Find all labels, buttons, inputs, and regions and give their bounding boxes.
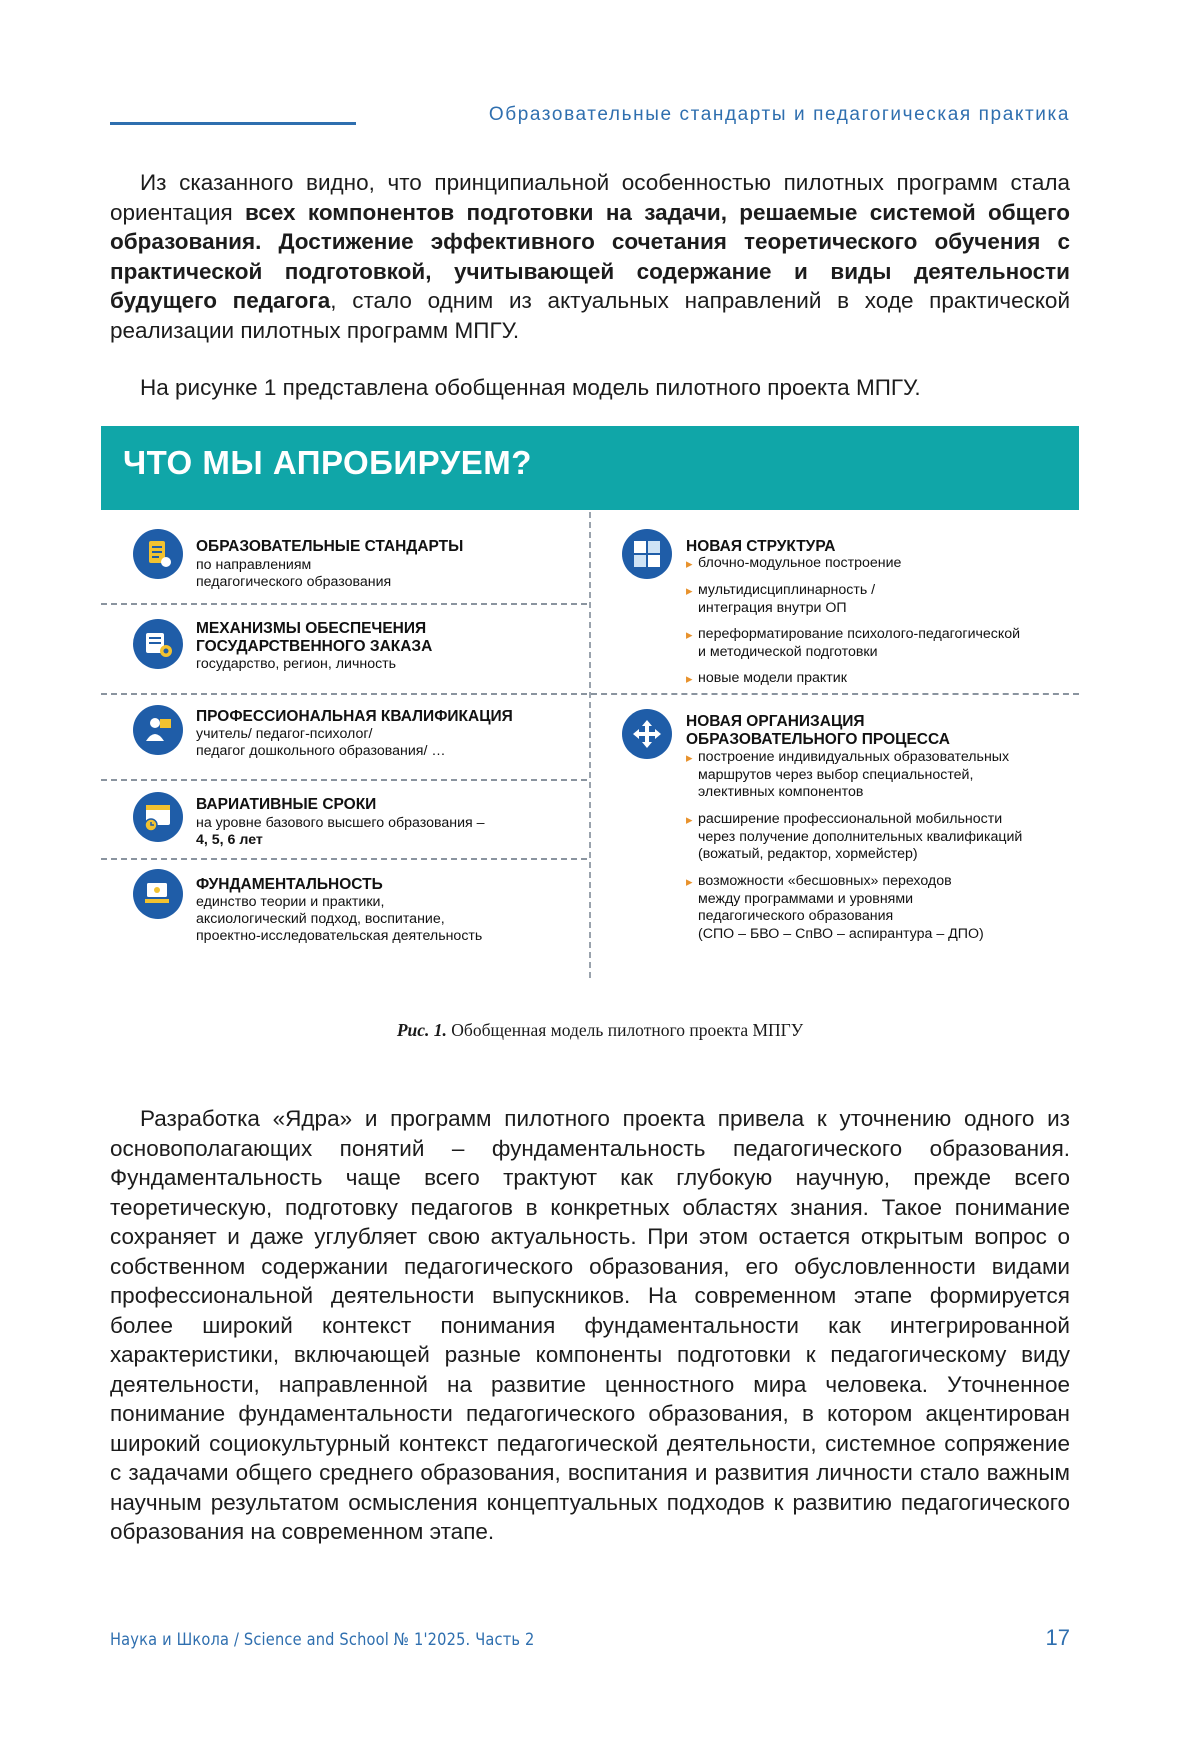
puzzle-icon <box>622 529 672 579</box>
item-terms-title: ВАРИАТИВНЫЕ СРОКИ <box>196 796 377 813</box>
bullet-text: расширение профессиональной мобильности <box>698 811 1003 827</box>
bullet-text: (СПО – БВО – СпВО – аспирантура – ДПО) <box>698 925 984 942</box>
figure-divider <box>101 693 587 695</box>
calendar-clock-icon <box>133 792 183 842</box>
bullet-text: переформатирование психолого-педагогической <box>698 626 1021 642</box>
bullet-item <box>686 873 1078 943</box>
teacher-icon <box>133 705 183 755</box>
bullet-text: блочно-модульное построение <box>698 555 902 571</box>
p1-text-b: , стало одним из актуальных направлений в ходе практической реализации пилотных программ МПГУ. <box>110 288 1071 343</box>
item-qualification-sub: педагог дошкольного образования/ … <box>196 743 446 759</box>
bullet-text: (вожатый, редактор, хормейстер) <box>698 846 918 862</box>
item-structure-title: НОВАЯ СТРУКТУРА <box>686 538 836 555</box>
header-title: Образовательные стандарты и педагогическая практика <box>488 104 1070 125</box>
item-mechanisms-sub: государство, регион, личность <box>196 656 397 672</box>
bullet-item <box>686 811 1078 864</box>
bullet-text: возможности «бесшовных» переходов <box>698 873 952 889</box>
bullet-item <box>686 582 1078 617</box>
item-terms-sub <box>196 832 263 850</box>
figure-banner-title: ЧТО МЫ АПРОБИРУЕМ? <box>123 444 532 481</box>
study-icon <box>133 869 183 919</box>
bullet-item <box>686 670 1078 688</box>
page-number: 17 <box>1045 1625 1070 1650</box>
figure-caption <box>0 1020 1200 1041</box>
figure-column-divider <box>589 512 591 978</box>
document-icon <box>133 529 183 579</box>
caption-text: Обобщенная модель пилотного проекта МПГУ <box>446 1020 804 1040</box>
item-organization-title: НОВАЯ ОРГАНИЗАЦИЯ <box>686 713 865 730</box>
item-terms-years: 4, 5, 6 лет <box>196 832 263 848</box>
footer-journal: Наука и Школа / Science and School № 1'2025. Часть 2 <box>110 1630 535 1650</box>
paragraph-1 <box>110 168 1070 345</box>
item-standards-sub: педагогического образования <box>196 574 392 590</box>
caption-label: Рис. 1. <box>396 1020 447 1040</box>
figure-divider <box>101 603 587 605</box>
item-fundamentality-sub: проектно-исследовательская деятельность <box>196 928 483 944</box>
bullet-text: элективных компонентов <box>698 784 864 800</box>
paragraph-3 <box>110 1104 1070 1547</box>
p1-text-a: Из сказанного видно, что принципиальной особенностью пилотных программ стала ориентация <box>110 170 1070 225</box>
item-fundamentality-sub: единство теории и практики, <box>196 894 385 910</box>
item-standards-sub: по направлениям <box>196 557 312 573</box>
arrows-icon <box>622 709 672 759</box>
running-header <box>110 104 1070 128</box>
figure-banner <box>101 426 1079 510</box>
p3-text: Разработка «Ядра» и программ пилотного проекта привела к уточнению одного из основополагающих понятий – фундаментальность педагогического образования. Фундаментальность чаще всего трактуют как глубокую научную, прежде всего теоретическую, подготовку педагогов в конкретных областях знания. Такое понимание сохраняет и даже углубляет свою актуальность. При этом остается открытым вопрос о собственном содержании педагогического образования, его обусловленности видами профессиональной деятельности выпускников. На современном этапе формируется более широкий контекст понимания фундаментальности как интегрированной характеристики, включающей разные компоненты подготовки к педагогическому виду деятельности, направленной на развитие ценностного мира человека. Уточненное понимание фундаментальности педагогического образования, в котором акцентирован широкий социокультурный контекст педагогической деятельности, системное сопряжение с задачами общего среднего образования, воспитания и развития личности стало важным научным результатом осмысления концептуальных подходов к развитию педагогического образования на современном этапе. <box>110 1106 1070 1544</box>
figure-divider <box>101 858 587 860</box>
item-qualification-sub: учитель/ педагог-психолог/ <box>196 726 373 742</box>
bullet-text: маршрутов через выбор специальностей, <box>698 766 974 783</box>
header-rule <box>110 122 356 125</box>
gear-icon <box>133 619 183 669</box>
item-standards-title: ОБРАЗОВАТЕЛЬНЫЕ СТАНДАРТЫ <box>196 538 464 555</box>
bullet-item <box>686 749 1078 802</box>
item-mechanisms-title: МЕХАНИЗМЫ ОБЕСПЕЧЕНИЯ <box>196 620 427 637</box>
figure-divider <box>591 693 1079 695</box>
item-mechanisms-title: ГОСУДАРСТВЕННОГО ЗАКАЗА <box>196 638 433 655</box>
bullet-text: между программами и уровнями <box>698 890 914 907</box>
bullet-text: мультидисциплинарность / <box>698 582 876 598</box>
p1-text-bold: всех компонентов подготовки на задачи, решаемые системой общего образования. Достижение эффективного сочетания теоретического обучения с практической подготовкой, учитывающей содержание и виды деятельности будущего педагога <box>110 199 1070 313</box>
bullet-item <box>686 626 1078 661</box>
bullet-item <box>686 555 1078 573</box>
item-terms-sub: на уровне базового высшего образования – <box>196 815 485 831</box>
bullet-text: через получение дополнительных квалификаций <box>698 828 1023 845</box>
item-organization-title: ОБРАЗОВАТЕЛЬНОГО ПРОЦЕССА <box>686 731 950 748</box>
item-qualification-title: ПРОФЕССИОНАЛЬНАЯ КВАЛИФИКАЦИЯ <box>196 708 513 725</box>
bullet-text: педагогического образования <box>698 908 894 924</box>
figure-divider <box>101 779 587 781</box>
bullet-text: построение индивидуальных образовательных <box>698 749 1010 765</box>
item-fundamentality-title: ФУНДАМЕНТАЛЬНОСТЬ <box>196 876 383 893</box>
paragraph-2: На рисунке 1 представлена обобщенная модель пилотного проекта МПГУ. <box>140 375 921 400</box>
bullet-text: и методической подготовки <box>698 643 878 660</box>
figure-1 <box>101 426 1079 978</box>
bullet-text: новые модели практик <box>698 670 847 686</box>
bullet-text: интеграция внутри ОП <box>698 599 847 616</box>
item-fundamentality-sub: аксиологический подход, воспитание, <box>196 911 445 927</box>
